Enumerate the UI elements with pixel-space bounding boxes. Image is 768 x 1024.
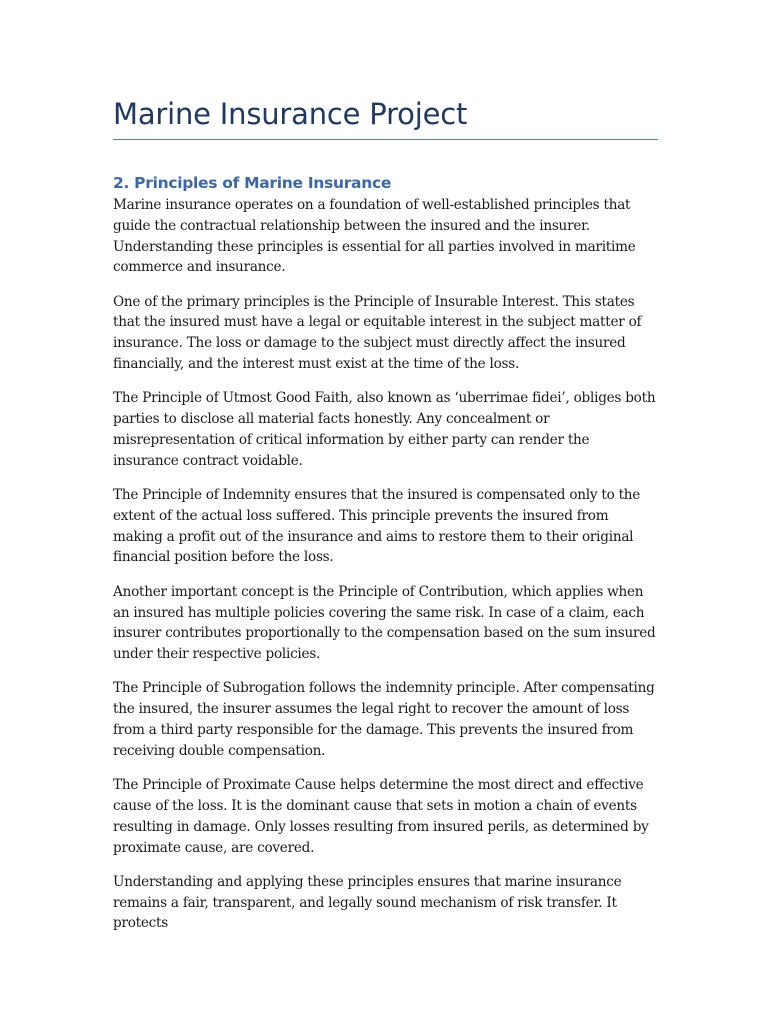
paragraph-conclusion: Understanding and applying these principles ensures that marine insurance remains a fair, transparent, and legally sound mechanism of risk transfer. It protects bbox=[113, 873, 622, 932]
paragraph-indemnity: The Principle of Indemnity ensures that the insured is compensated only to the extent of the actual loss suffered. This principle prevents the insured from making a profit out of the insurance and aims to restore them to their original financial position before the loss. bbox=[113, 487, 641, 566]
paragraph-subrogation: The Principle of Subrogation follows the indemnity principle. After compensating the insured, the insurer assumes the legal right to recover the amount of loss from a third party responsible for the damage. This prevents the insured from receiving double compensation. bbox=[113, 680, 655, 759]
paragraph-proximate-cause: The Principle of Proximate Cause helps determine the most direct and effective cause of the loss. It is the dominant cause that sets in motion a chain of events resulting in damage. Only losses resulting from insured perils, as determined by proximate cause, are covered. bbox=[113, 777, 649, 856]
document-body bbox=[113, 195, 658, 934]
document-title: Marine Insurance Project bbox=[113, 94, 658, 140]
paragraph-insurable-interest: One of the primary principles is the Principle of Insurable Interest. This states that the insured must have a legal or equitable interest in the subject matter of insurance. The loss or damage to the subject must directly affect the insured financially, and the interest must exist at the time of the loss. bbox=[113, 293, 642, 373]
paragraph-intro: Marine insurance operates on a foundation of well-established principles that guide the contractual relationship between the insured and the insurer. Understanding these principles is essential for all parties involved in maritime commerce and insurance. bbox=[113, 197, 636, 276]
document-page bbox=[113, 94, 658, 934]
paragraph-contribution: Another important concept is the Principle of Contribution, which applies when an insured has multiple policies covering the same risk. In case of a claim, each insurer contributes proportionally to the compensation based on the sum insured under their respective policies. bbox=[113, 583, 656, 663]
section-heading: 2. Principles of Marine Insurance bbox=[113, 174, 392, 192]
paragraph-utmost-good-faith: The Principle of Utmost Good Faith, also known as ‘uberrimae fidei’, obliges both parties to disclose all material facts honestly. Any concealment or misrepresentation of critical information by either party can render the insurance contract voidable. bbox=[113, 390, 656, 469]
